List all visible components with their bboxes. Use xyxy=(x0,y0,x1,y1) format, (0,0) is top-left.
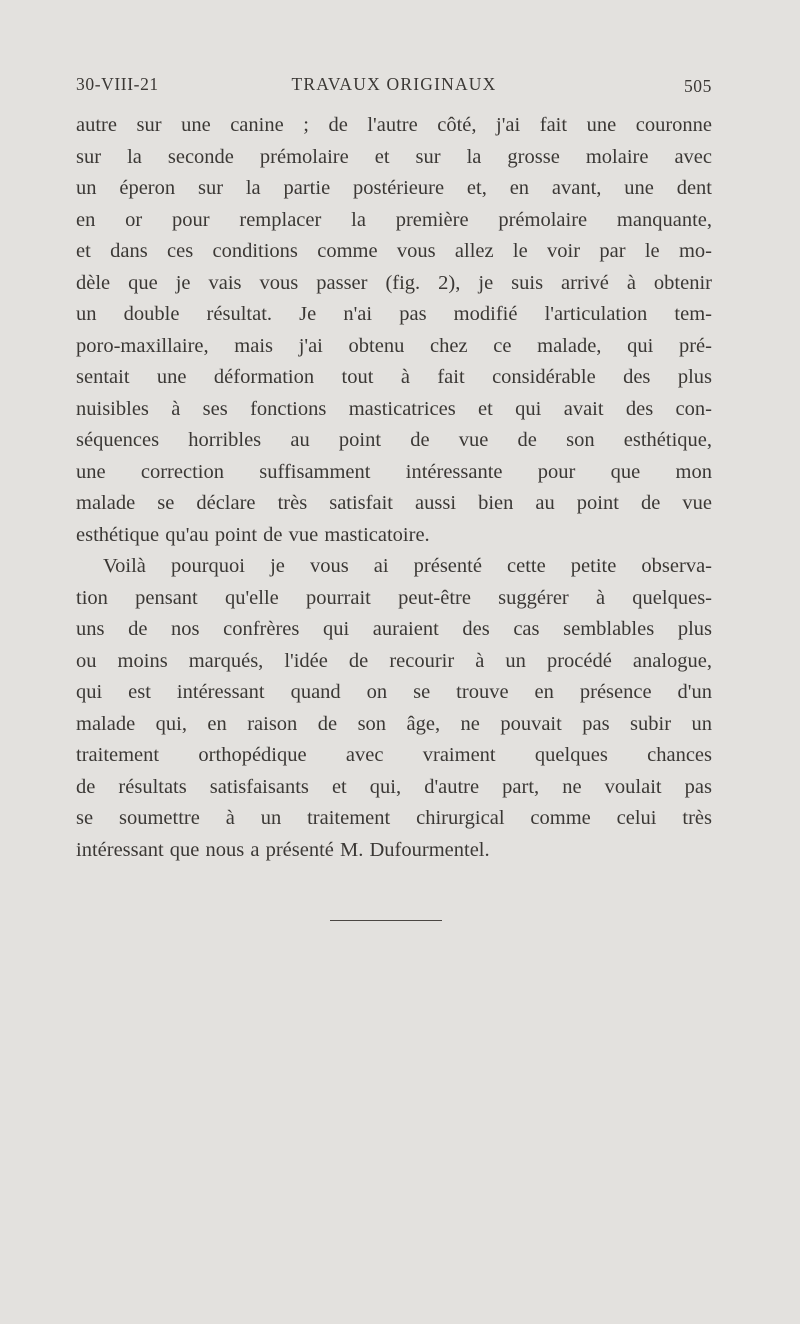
text-line: traitement orthopédique avec vraiment quelques chances xyxy=(76,744,712,766)
running-head-date: 30-VIII-21 xyxy=(76,74,159,94)
running-head xyxy=(76,74,712,104)
text-line: et dans ces conditions comme vous allez le voir par le mo- xyxy=(76,240,712,262)
text-line: séquences horribles au point de vue de son esthétique, xyxy=(76,429,712,451)
text-line: ou moins marqués, l'idée de recourir à un procédé analogue, xyxy=(76,649,712,672)
text-line: en or pour remplacer la première prémolaire manquante, xyxy=(76,208,712,231)
page-number: 505 xyxy=(683,76,712,96)
text-line: intéressant que nous a présenté M. Dufourmentel. xyxy=(76,838,490,861)
text-line: sur la seconde prémolaire et sur la grosse molaire avec xyxy=(76,145,712,168)
section-end-rule xyxy=(330,920,442,921)
text-line: nuisibles à ses fonctions masticatrices et qui avait des con- xyxy=(76,397,712,420)
text-line: qui est intéressant quand on se trouve en présence d'un xyxy=(76,681,712,703)
body-text xyxy=(76,110,712,866)
text-line: un double résultat. Je n'ai pas modifié l'articulation tem- xyxy=(76,303,712,325)
text-line: se soumettre à un traitement chirurgical comme celui très xyxy=(76,807,712,829)
text-line: de résultats satisfaisants et qui, d'autre part, ne voulait pas xyxy=(76,775,712,798)
text-line: dèle que je vais vous passer (fig. 2), je suis arrivé à obtenir xyxy=(76,271,712,294)
text-line: esthétique qu'au point de vue masticatoire. xyxy=(76,523,430,546)
text-line: un éperon sur la partie postérieure et, en avant, une dent xyxy=(76,177,712,199)
paragraph xyxy=(76,551,712,866)
text-line: uns de nos confrères qui auraient des cas semblables plus xyxy=(76,618,712,640)
text-line: autre sur une canine ; de l'autre côté, j'ai fait une couronne xyxy=(76,114,712,136)
text-line: sentait une déformation tout à fait considérable des plus xyxy=(76,366,712,388)
text-line: tion pensant qu'elle pourrait peut-être suggérer à quelques- xyxy=(76,586,712,609)
text-line: Voilà pourquoi je vous ai présenté cette petite observa- xyxy=(103,555,712,577)
running-head-title: TRAVAUX ORIGINAUX xyxy=(291,74,497,94)
text-line: une correction suffisamment intéressante pour que mon xyxy=(76,460,712,483)
text-line: malade se déclare très satisfait aussi bien au point de vue xyxy=(76,492,712,514)
text-line: malade qui, en raison de son âge, ne pouvait pas subir un xyxy=(76,712,712,735)
paragraph xyxy=(76,110,712,551)
text-line: poro-maxillaire, mais j'ai obtenu chez ce malade, qui pré- xyxy=(76,334,712,357)
